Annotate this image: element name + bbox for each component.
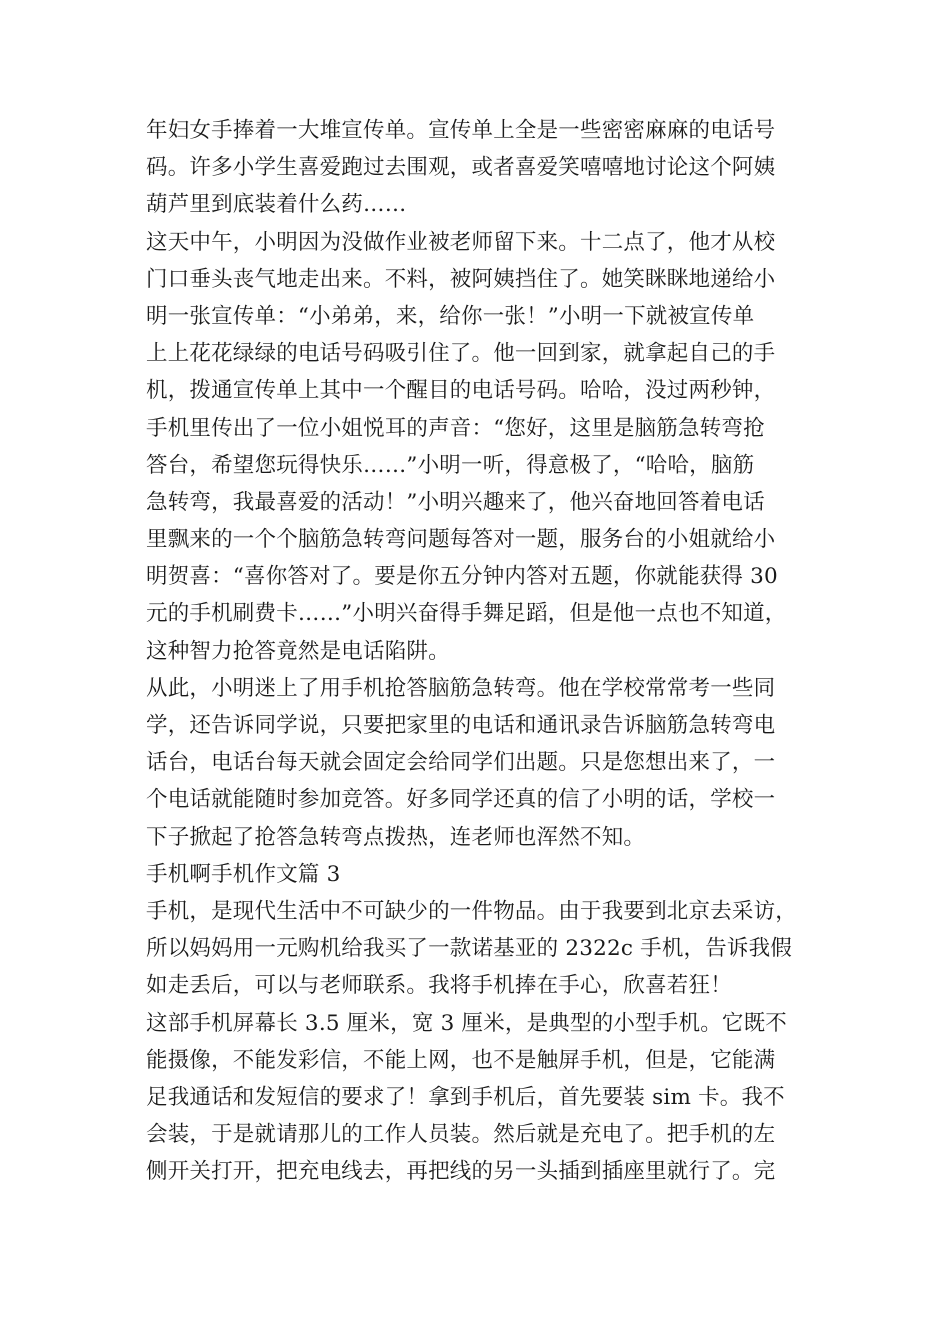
text-line: 会装，于是就请那儿的工作人员装。然后就是充电了。把手机的左 <box>146 1122 776 1148</box>
text-line: 上上花花绿绿的电话号码吸引住了。他一回到家，就拿起自己的手 <box>146 341 776 367</box>
text-line: 答台，希望您玩得快乐……”小明一听，得意极了，“哈哈，脑筋 <box>146 452 755 478</box>
text-line: 所以妈妈用一元购机给我买了一款诺基亚的 2322c 手机，告诉我假 <box>146 936 793 962</box>
text-line: 门口垂头丧气地走出来。不料，被阿姨挡住了。她笑眯眯地递给小 <box>146 266 776 292</box>
text-line: 下子掀起了抢答急转弯点拨热，连老师也浑然不知。 <box>146 824 646 850</box>
text-line: 话台，电话台每天就会固定会给同学们出题。只是您想出来了，一 <box>146 750 776 776</box>
text-line: 明一张宣传单：“小弟弟，来，给你一张！”小明一下就被宣传单 <box>146 303 755 329</box>
text-line: 如走丢后，可以与老师联系。我将手机捧在手心，欣喜若狂！ <box>146 973 732 999</box>
text-line: 这部手机屏幕长 3.5 厘米，宽 3 厘米，是典型的小型手机。它既不 <box>146 1010 788 1036</box>
text-line: 机，拨通宣传单上其中一个醒目的电话号码。哈哈，没过两秒钟， <box>146 378 776 404</box>
text-line: 年妇女手捧着一大堆宣传单。宣传单上全是一些密密麻麻的电话号 <box>146 118 776 143</box>
text-line: 码。许多小学生喜爱跑过去围观，或者喜爱笑嘻嘻地讨论这个阿姨 <box>146 155 776 181</box>
text-line: 足我通话和发短信的要求了！拿到手机后，首先要装 sim 卡。我不 <box>146 1084 785 1110</box>
document-body <box>146 112 836 1190</box>
text-line: 从此，小明迷上了用手机抢答脑筋急转弯。他在学校常常考一些同 <box>146 675 776 701</box>
text-line: 急转弯，我最喜爱的活动！”小明兴趣来了，他兴奋地回答着电话 <box>146 489 765 515</box>
text-line: 明贺喜：“喜你答对了。要是你五分钟内答对五题，你就能获得 30 <box>146 564 778 590</box>
text-line: 学，还告诉同学说，只要把家里的电话和通讯录告诉脑筋急转弯电 <box>146 713 776 738</box>
text-line: 里飘来的一个个脑筋急转弯问题每答对一题，服务台的小姐就给小 <box>146 527 776 553</box>
text-line: 能摄像，不能发彩信，不能上网，也不是触屏手机，但是，它能满 <box>146 1047 776 1073</box>
text-line: 个电话就能随时参加竞答。好多同学还真的信了小明的话，学校一 <box>146 787 776 813</box>
text-line: 侧开关打开，把充电线去，再把线的另一头插到插座里就行了。完 <box>146 1159 776 1185</box>
text-line: 手机里传出了一位小姐悦耳的声音：“您好，这里是脑筋急转弯抢 <box>146 415 765 441</box>
text-line: 这种智力抢答竟然是电话陷阱。 <box>146 638 450 664</box>
text-line: 这天中午，小明因为没做作业被老师留下来。十二点了，他才从校 <box>146 229 776 255</box>
text-line: 葫芦里到底装着什么药…… <box>146 192 407 218</box>
text-line: 元的手机刷费卡……”小明兴奋得手舞足蹈，但是他一点也不知道， <box>146 601 787 627</box>
section-heading: 手机啊手机作文篇 3 <box>146 861 341 887</box>
text-line: 手机，是现代生活中不可缺少的一件物品。由于我要到北京去采访， <box>146 898 798 924</box>
